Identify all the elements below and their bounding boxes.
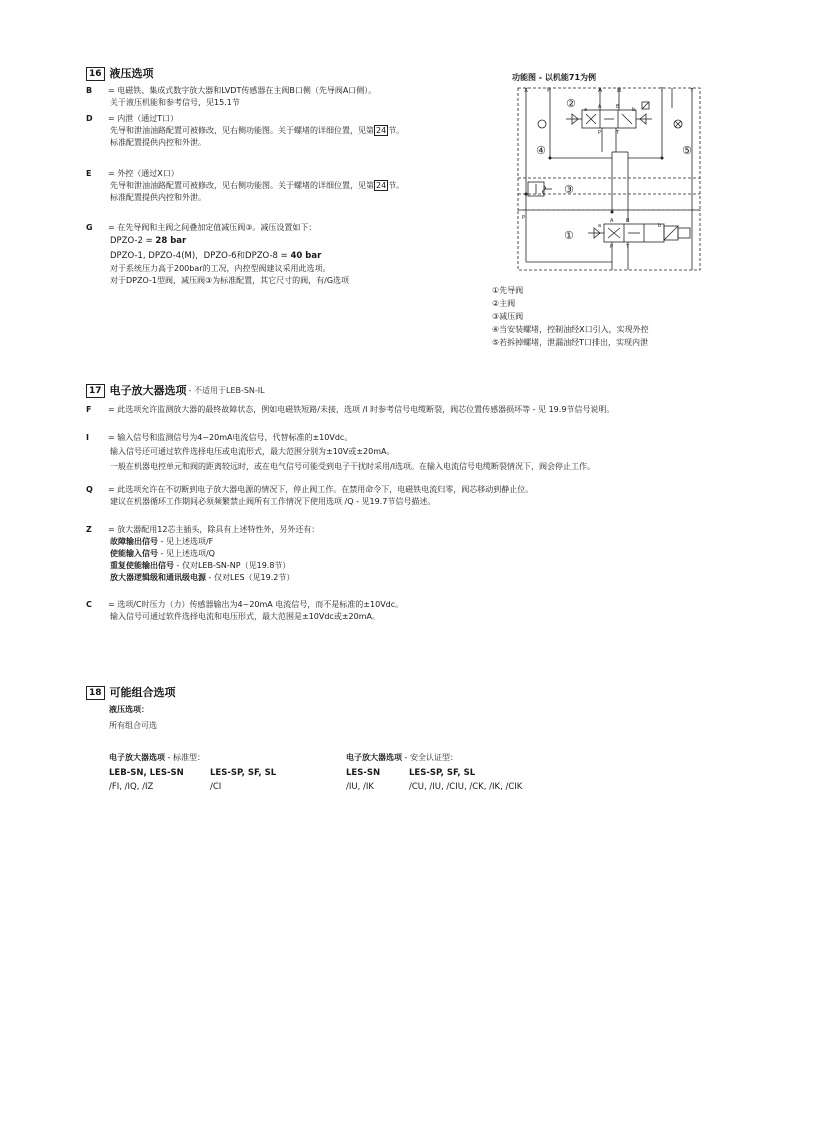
option-z	[86, 524, 726, 584]
section-title: 电子放大器选项	[109, 384, 187, 397]
legend-item: ④当安装螺堵，控制油经X口引入，实现外控	[492, 325, 649, 334]
option-text: 对于DPZO-1型阀，减压阀③为标准配置，其它尺寸的阀，有/G选项	[110, 276, 350, 285]
svg-text:A: A	[598, 104, 602, 110]
functional-diagram	[512, 82, 708, 280]
option-key: F	[86, 405, 92, 414]
legend-item: ③减压阀	[492, 312, 524, 321]
section-reference-box: 24	[376, 126, 387, 135]
option-key: B	[86, 86, 93, 95]
option-key: Q	[86, 485, 93, 494]
amplifier-column-header: LES-SN	[346, 768, 381, 778]
svg-text:T: T	[626, 244, 630, 250]
option-text: 故障输出信号 - 见上述选项/F	[110, 537, 214, 546]
option-key: D	[86, 114, 93, 123]
option-text: 放大器逻辑级和通讯级电源 - 仅对LES（见19.2节）	[110, 573, 295, 582]
circle-label-reducing-valve: ③	[564, 183, 574, 196]
svg-text:A: A	[610, 218, 614, 224]
option-key: E	[86, 169, 92, 178]
option-text: = 此选项允许监测放大器的最终故障状态，例如电磁铁短路/未接，选项 /I 时参考信号电缆断裂，阀芯位置传感器损坏等 - 见 19.9节信号说明。	[108, 405, 615, 414]
option-text: DPZO-2 = 28 bar	[110, 236, 187, 246]
option-text: DPZO-1, DPZO-4(M)，DPZO-6和DPZO-8 = 40 bar	[110, 251, 322, 261]
amplifier-column-header: LEB-SN, LES-SN	[109, 768, 184, 778]
option-text: 使能输入信号 - 见上述选项/Q	[110, 549, 215, 558]
amplifier-column-header: LES-SP, SF, SL	[210, 768, 277, 778]
svg-text:b: b	[632, 107, 636, 113]
hydraulic-options-value: 所有组合可选	[109, 721, 157, 730]
option-e	[86, 168, 486, 204]
svg-text:P: P	[598, 130, 602, 136]
circle-label-internal-drain: ⑤	[682, 144, 692, 157]
option-text: = 此选项允许在不切断到电子放大器电源的情况下，停止阀工作。在禁用命令下，电磁铁电流归零，阀芯移动到静止位。	[108, 485, 534, 494]
port-label: X	[524, 87, 529, 94]
option-text: = 内泄（通过T口）	[108, 114, 179, 123]
svg-text:P: P	[522, 215, 526, 221]
option-key: C	[86, 600, 92, 609]
section-title: 液压选项	[109, 67, 154, 80]
option-text: 重复使能输出信号 - 仅对LEB-SN-NP（见19.8节）	[110, 561, 291, 570]
option-text: 输入信号可通过软件选择电流和电压形式，最大范围是±10Vdc或±20mA。	[110, 612, 380, 621]
option-b	[86, 85, 486, 109]
option-text: = 电磁铁、集成式数字放大器和LVDT传感器在主阀B口侧（先导阀A口侧）。	[108, 86, 377, 95]
svg-text:T: T	[616, 130, 620, 136]
svg-text:a: a	[598, 223, 602, 229]
option-text: 输入信号还可通过软件选择电压或电流形式，最大范围分别为±10V或±20mA。	[110, 447, 395, 456]
option-text: = 在先导阀和主阀之间叠加定值减压阀③。减压设置如下：	[108, 223, 317, 232]
section-number: 18	[86, 686, 105, 700]
option-text: = 选项/C时压力（力）传感器输出为4~20mA 电流信号，而不是标准的±10Vdc。	[108, 600, 404, 609]
option-key: I	[86, 433, 89, 442]
option-key: G	[86, 223, 93, 232]
legend-item: ①先导阀	[492, 286, 524, 295]
amplifier-column-value: /FI, /IQ, /IZ	[109, 782, 154, 792]
hydraulic-options-label: 液压选项：	[109, 705, 149, 714]
option-c	[86, 599, 726, 623]
legend-item: ⑤若拆掉螺堵，泄漏油经T口排出，实现内泄	[492, 338, 649, 347]
standard-amplifier-options-heading: 电子放大器选项 - 标准型：	[109, 753, 205, 762]
port-label: T	[660, 87, 664, 94]
circle-label-external-pilot: ④	[536, 144, 546, 157]
option-text: = 外控（通过X口）	[108, 169, 179, 178]
port-label: A	[598, 87, 603, 94]
option-text: 先导和泄油油路配置可被修改，见右侧功能图。关于螺堵的详细位置，见第 24 节。	[110, 126, 405, 135]
port-label: Y	[690, 87, 694, 94]
option-text: 建议在机器循环工作期间必须频繁禁止阀所有工作情况下使用选项 /Q - 见19.7节信号描述。	[110, 497, 436, 506]
option-text: 一般在机器电控单元和阀的距离较远时，或在电气信号可能受到电子干扰时采用/I选项。在输入电流信号电缆断裂情况下，阀会停止工作。	[110, 462, 596, 471]
amplifier-column-value: /CU, /IU, /CIU, /CK, /IK, /CIK	[409, 782, 523, 792]
section-17-header	[86, 383, 265, 399]
diagram-legend	[492, 284, 649, 349]
legend-item: ②主阀	[492, 299, 516, 308]
section-16-header	[86, 66, 154, 82]
section-title: 可能组合选项	[109, 686, 176, 699]
svg-text:B: B	[626, 218, 630, 224]
svg-text:b: b	[658, 223, 662, 229]
svg-text:P: P	[610, 244, 614, 250]
option-text: = 输入信号和监测信号为4~20mA电流信号，代替标准的±10Vdc。	[108, 433, 353, 442]
safety-amplifier-options-heading: 电子放大器选项 - 安全认证型：	[346, 753, 458, 762]
option-i	[86, 432, 726, 474]
amplifier-column-value: /IU, /IK	[346, 782, 374, 792]
option-text: 关于液压机能和参考信号，见15.1节	[110, 98, 240, 107]
amplifier-column-header: LES-SP, SF, SL	[409, 768, 476, 778]
section-subtitle: - 不适用于LEB-SN-IL	[188, 386, 265, 396]
section-reference-box: 24	[376, 181, 387, 190]
option-g	[86, 222, 486, 287]
section-18-header	[86, 685, 176, 701]
port-label: P	[547, 87, 551, 94]
option-text: 先导和泄油油路配置可被修改，见右侧功能图。关于螺堵的详细位置，见第 24 节。	[110, 181, 405, 190]
section-number: 17	[86, 384, 105, 398]
port-label: B	[617, 87, 622, 94]
circle-label-pilot-valve: ①	[564, 229, 574, 242]
option-d	[86, 113, 486, 149]
option-text: 标准配置提供内控和外泄。	[110, 138, 206, 147]
amplifier-column-value: /CI	[210, 782, 222, 792]
option-text: 对于系统压力高于200bar的工况，内控型阀建议采用此选项。	[110, 264, 331, 273]
option-key: Z	[86, 525, 92, 534]
option-q	[86, 484, 726, 508]
circle-label-main-valve: ②	[566, 97, 576, 110]
svg-text:B: B	[616, 104, 620, 110]
svg-text:a: a	[584, 107, 588, 113]
option-text: 标准配置提供内控和外泄。	[110, 193, 206, 202]
section-number: 16	[86, 67, 105, 81]
diagram-title: 功能图 - 以机能71为例	[512, 73, 597, 82]
option-text: = 放大器配用12芯主插头，除具有上述特性外，另外还有：	[108, 525, 320, 534]
option-f	[86, 404, 726, 416]
